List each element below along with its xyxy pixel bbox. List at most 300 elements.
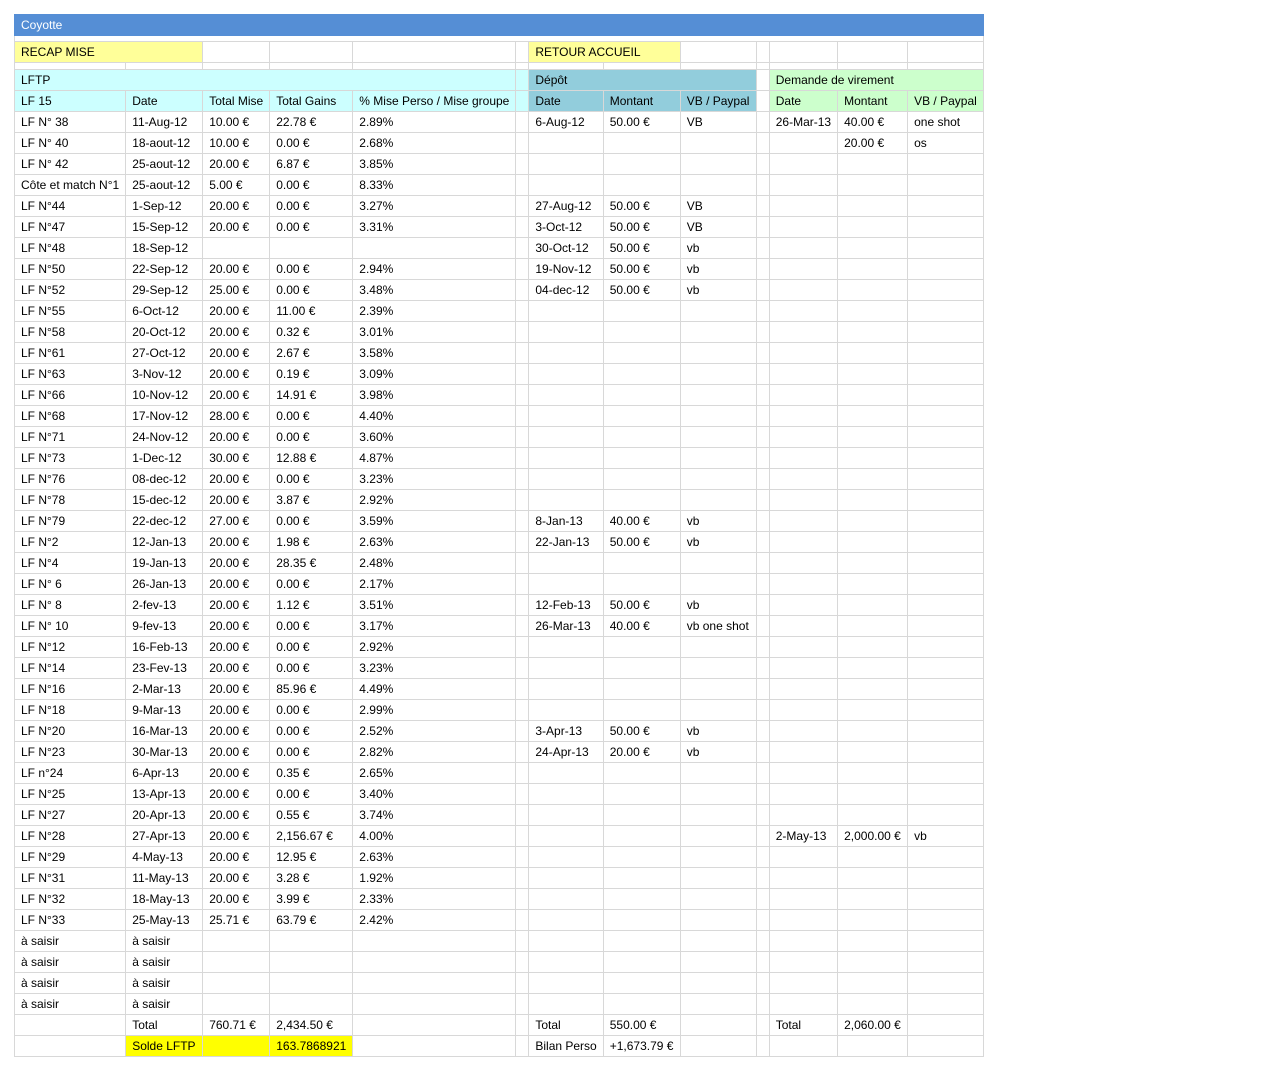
lftp-cell-percent: 3.27% [353, 196, 516, 217]
table-row [15, 448, 984, 469]
virement-cell-type [908, 238, 984, 259]
depot-cell-date [529, 427, 603, 448]
table-row [15, 238, 984, 259]
depot-cell-montant [603, 406, 680, 427]
depot-cell-montant: 40.00 € [603, 616, 680, 637]
depot-cell-type [680, 301, 756, 322]
virement-cell-type [908, 154, 984, 175]
lftp-cell-percent: 2.42% [353, 910, 516, 931]
lftp-cell-name: LF N°32 [15, 889, 126, 910]
lftp-cell-mise: 20.00 € [203, 868, 270, 889]
table-row [15, 196, 984, 217]
lftp-cell-gains: 3.28 € [270, 868, 353, 889]
lftp-cell-gains: 0.00 € [270, 469, 353, 490]
depot-cell-type: vb [680, 511, 756, 532]
lftp-cell-mise: 20.00 € [203, 322, 270, 343]
lftp-cell-date: 22-Sep-12 [126, 259, 203, 280]
depot-cell-type [680, 637, 756, 658]
virement-cell-type [908, 301, 984, 322]
table-row [15, 847, 984, 868]
depot-header-type: VB / Paypal [680, 91, 756, 112]
depot-cell-montant [603, 574, 680, 595]
lftp-cell-percent: 3.48% [353, 280, 516, 301]
lftp-cell-percent: 3.17% [353, 616, 516, 637]
depot-cell-montant: 40.00 € [603, 511, 680, 532]
lftp-cell-date: 18-Sep-12 [126, 238, 203, 259]
table-row [15, 574, 984, 595]
lftp-cell-date: 4-May-13 [126, 847, 203, 868]
virement-cell-montant [838, 196, 908, 217]
virement-cell-date [769, 952, 837, 973]
lftp-cell-gains: 6.87 € [270, 154, 353, 175]
depot-cell-type [680, 658, 756, 679]
depot-cell-date [529, 448, 603, 469]
virement-cell-date [769, 259, 837, 280]
depot-cell-date: 04-dec-12 [529, 280, 603, 301]
depot-cell-type: VB [680, 196, 756, 217]
virement-cell-montant [838, 448, 908, 469]
lftp-cell-gains: 22.78 € [270, 112, 353, 133]
lftp-cell-mise: 20.00 € [203, 259, 270, 280]
lftp-cell-name: LF n°24 [15, 763, 126, 784]
lftp-cell-percent [353, 238, 516, 259]
virement-cell-date [769, 196, 837, 217]
depot-cell-montant [603, 322, 680, 343]
lftp-cell-date: 27-Oct-12 [126, 343, 203, 364]
depot-cell-date [529, 784, 603, 805]
lftp-cell-mise: 20.00 € [203, 784, 270, 805]
virement-cell-date [769, 301, 837, 322]
virement-cell-type: one shot [908, 112, 984, 133]
depot-cell-date [529, 952, 603, 973]
lftp-total-mise: 760.71 € [203, 1015, 270, 1036]
depot-cell-date [529, 553, 603, 574]
depot-cell-type [680, 364, 756, 385]
lftp-cell-gains [270, 952, 353, 973]
lftp-cell-mise: 20.00 € [203, 532, 270, 553]
lftp-cell-date: à saisir [126, 994, 203, 1015]
depot-cell-montant: 50.00 € [603, 112, 680, 133]
virement-cell-date [769, 238, 837, 259]
virement-cell-montant [838, 721, 908, 742]
depot-cell-date [529, 406, 603, 427]
virement-cell-date [769, 637, 837, 658]
table-row [15, 826, 984, 847]
lftp-cell-gains: 0.00 € [270, 259, 353, 280]
lftp-cell-date: 08-dec-12 [126, 469, 203, 490]
virement-cell-date [769, 994, 837, 1015]
depot-cell-type [680, 406, 756, 427]
lftp-cell-gains: 0.00 € [270, 217, 353, 238]
lftp-cell-mise: 20.00 € [203, 595, 270, 616]
depot-header-date: Date [529, 91, 603, 112]
table-row [15, 301, 984, 322]
table-row [15, 532, 984, 553]
lftp-cell-name: LF N°55 [15, 301, 126, 322]
virement-cell-type [908, 217, 984, 238]
lftp-cell-percent: 4.00% [353, 826, 516, 847]
lftp-cell-date: à saisir [126, 973, 203, 994]
depot-cell-montant [603, 175, 680, 196]
lftp-cell-date: 11-Aug-12 [126, 112, 203, 133]
depot-cell-type [680, 679, 756, 700]
virement-cell-date [769, 406, 837, 427]
lftp-cell-name: LF N°50 [15, 259, 126, 280]
virement-header-type: VB / Paypal [908, 91, 984, 112]
lftp-cell-date: 9-fev-13 [126, 616, 203, 637]
lftp-cell-name: LF N°16 [15, 679, 126, 700]
virement-cell-type [908, 784, 984, 805]
virement-cell-montant [838, 574, 908, 595]
depot-cell-montant: 50.00 € [603, 532, 680, 553]
depot-cell-type [680, 763, 756, 784]
lftp-cell-gains: 0.00 € [270, 280, 353, 301]
lftp-cell-date: 18-aout-12 [126, 133, 203, 154]
lftp-cell-date: 25-May-13 [126, 910, 203, 931]
table-row [15, 175, 984, 196]
lftp-cell-date: 16-Feb-13 [126, 637, 203, 658]
virement-cell-montant [838, 742, 908, 763]
depot-cell-date: 19-Nov-12 [529, 259, 603, 280]
depot-cell-type [680, 931, 756, 952]
depot-cell-montant [603, 490, 680, 511]
depot-cell-date: 8-Jan-13 [529, 511, 603, 532]
virement-cell-type [908, 490, 984, 511]
depot-cell-date [529, 994, 603, 1015]
lftp-cell-gains: 0.55 € [270, 805, 353, 826]
lftp-cell-date: 6-Oct-12 [126, 301, 203, 322]
lftp-cell-date: 29-Sep-12 [126, 280, 203, 301]
lftp-cell-gains: 85.96 € [270, 679, 353, 700]
table-row [15, 259, 984, 280]
lftp-header-total-gains: Total Gains [270, 91, 353, 112]
lftp-cell-percent: 3.98% [353, 385, 516, 406]
table-row [15, 616, 984, 637]
lftp-cell-gains: 0.00 € [270, 658, 353, 679]
lftp-cell-mise: 20.00 € [203, 847, 270, 868]
depot-cell-date [529, 490, 603, 511]
table-row [15, 595, 984, 616]
virement-cell-date [769, 973, 837, 994]
lftp-cell-mise: 20.00 € [203, 721, 270, 742]
virement-cell-montant [838, 364, 908, 385]
virement-cell-montant [838, 931, 908, 952]
lftp-cell-gains: 12.88 € [270, 448, 353, 469]
lftp-cell-percent: 3.59% [353, 511, 516, 532]
virement-cell-montant [838, 595, 908, 616]
lftp-cell-name: LF N°31 [15, 868, 126, 889]
virement-cell-montant [838, 847, 908, 868]
lftp-cell-date: 23-Fev-13 [126, 658, 203, 679]
depot-cell-date: 6-Aug-12 [529, 112, 603, 133]
lftp-cell-gains: 0.00 € [270, 721, 353, 742]
table-row [15, 763, 984, 784]
virement-cell-date [769, 847, 837, 868]
lftp-cell-percent: 4.49% [353, 679, 516, 700]
depot-cell-date [529, 973, 603, 994]
lftp-cell-name: LF N°68 [15, 406, 126, 427]
virement-cell-date [769, 616, 837, 637]
depot-cell-type [680, 994, 756, 1015]
depot-cell-type [680, 490, 756, 511]
virement-cell-type [908, 616, 984, 637]
depot-cell-montant [603, 952, 680, 973]
virement-cell-date [769, 427, 837, 448]
lftp-cell-gains: 0.00 € [270, 511, 353, 532]
lftp-cell-gains: 1.12 € [270, 595, 353, 616]
lftp-cell-percent: 3.40% [353, 784, 516, 805]
lftp-cell-percent [353, 973, 516, 994]
lftp-cell-gains: 28.35 € [270, 553, 353, 574]
lftp-cell-percent: 2.89% [353, 112, 516, 133]
depot-cell-type [680, 427, 756, 448]
lftp-cell-mise: 20.00 € [203, 301, 270, 322]
virement-cell-date [769, 910, 837, 931]
virement-cell-type [908, 280, 984, 301]
depot-cell-montant [603, 364, 680, 385]
lftp-cell-percent: 3.74% [353, 805, 516, 826]
lftp-cell-date: 30-Mar-13 [126, 742, 203, 763]
lftp-cell-name: LF N°14 [15, 658, 126, 679]
table-row [15, 931, 984, 952]
depot-cell-date [529, 385, 603, 406]
lftp-cell-mise: 20.00 € [203, 700, 270, 721]
virement-cell-date [769, 889, 837, 910]
lftp-cell-gains: 14.91 € [270, 385, 353, 406]
depot-cell-montant: 50.00 € [603, 595, 680, 616]
virement-cell-date [769, 763, 837, 784]
table-row [15, 112, 984, 133]
lftp-header-percent: % Mise Perso / Mise groupe [353, 91, 516, 112]
depot-cell-montant [603, 343, 680, 364]
depot-cell-montant [603, 469, 680, 490]
lftp-cell-gains: 0.00 € [270, 700, 353, 721]
lftp-cell-percent: 3.60% [353, 427, 516, 448]
virement-cell-type [908, 910, 984, 931]
virement-cell-montant [838, 343, 908, 364]
table-row [15, 868, 984, 889]
virement-cell-montant: 20.00 € [838, 133, 908, 154]
lftp-cell-gains: 0.00 € [270, 196, 353, 217]
virement-cell-type [908, 406, 984, 427]
lftp-cell-mise [203, 931, 270, 952]
lftp-cell-percent: 2.65% [353, 763, 516, 784]
lftp-cell-date: 10-Nov-12 [126, 385, 203, 406]
lftp-cell-date: 1-Dec-12 [126, 448, 203, 469]
lftp-cell-mise: 20.00 € [203, 616, 270, 637]
virement-cell-montant [838, 973, 908, 994]
virement-cell-type [908, 973, 984, 994]
lftp-cell-date: 13-Apr-13 [126, 784, 203, 805]
depot-cell-date [529, 847, 603, 868]
lftp-cell-mise: 20.00 € [203, 574, 270, 595]
virement-cell-type [908, 679, 984, 700]
virement-cell-date [769, 805, 837, 826]
table-row [15, 217, 984, 238]
lftp-cell-name: à saisir [15, 952, 126, 973]
depot-cell-type: vb one shot [680, 616, 756, 637]
lftp-cell-gains [270, 238, 353, 259]
depot-cell-date: 22-Jan-13 [529, 532, 603, 553]
depot-cell-montant: 50.00 € [603, 721, 680, 742]
lftp-cell-name: LF N° 6 [15, 574, 126, 595]
depot-cell-type [680, 973, 756, 994]
virement-cell-montant [838, 154, 908, 175]
depot-cell-type [680, 826, 756, 847]
virement-cell-type [908, 469, 984, 490]
lftp-cell-date: 20-Oct-12 [126, 322, 203, 343]
depot-cell-montant: 50.00 € [603, 280, 680, 301]
virement-header-montant: Montant [838, 91, 908, 112]
virement-cell-montant [838, 385, 908, 406]
depot-cell-type [680, 154, 756, 175]
depot-cell-montant: 50.00 € [603, 238, 680, 259]
retour-accueil-link[interactable]: RETOUR ACCUEIL [529, 42, 680, 63]
lftp-cell-name: LF N°44 [15, 196, 126, 217]
lftp-cell-percent: 2.48% [353, 553, 516, 574]
depot-cell-date [529, 805, 603, 826]
lftp-cell-name: LF N°2 [15, 532, 126, 553]
solde-lftp-label: Solde LFTP [126, 1036, 203, 1057]
virement-cell-type [908, 868, 984, 889]
lftp-cell-gains [270, 931, 353, 952]
lftp-cell-name: LF N°61 [15, 343, 126, 364]
lftp-cell-mise: 20.00 € [203, 763, 270, 784]
lftp-cell-date: 26-Jan-13 [126, 574, 203, 595]
solde-lftp-value: 163.7868921 [270, 1036, 353, 1057]
virement-cell-type [908, 175, 984, 196]
lftp-cell-mise: 25.00 € [203, 280, 270, 301]
virement-cell-montant [838, 217, 908, 238]
virement-cell-montant [838, 553, 908, 574]
virement-cell-montant [838, 616, 908, 637]
lftp-cell-percent: 2.99% [353, 700, 516, 721]
depot-cell-date [529, 322, 603, 343]
virement-cell-montant [838, 805, 908, 826]
recap-mise-link[interactable]: RECAP MISE [15, 42, 203, 63]
lftp-cell-date: 17-Nov-12 [126, 406, 203, 427]
virement-cell-montant [838, 952, 908, 973]
lftp-total-label: Total [126, 1015, 203, 1036]
depot-header-montant: Montant [603, 91, 680, 112]
depot-cell-type: vb [680, 259, 756, 280]
table-row [15, 322, 984, 343]
lftp-cell-gains: 0.19 € [270, 364, 353, 385]
virement-cell-date [769, 343, 837, 364]
virement-cell-type [908, 637, 984, 658]
lftp-cell-name: à saisir [15, 973, 126, 994]
virement-cell-date [769, 574, 837, 595]
lftp-cell-percent: 2.82% [353, 742, 516, 763]
lftp-cell-date: à saisir [126, 931, 203, 952]
lftp-cell-mise: 20.00 € [203, 469, 270, 490]
lftp-cell-mise: 5.00 € [203, 175, 270, 196]
lftp-header-total-mise: Total Mise [203, 91, 270, 112]
depot-cell-montant [603, 301, 680, 322]
lftp-total-gains: 2,434.50 € [270, 1015, 353, 1036]
lftp-cell-gains: 3.99 € [270, 889, 353, 910]
depot-cell-date [529, 826, 603, 847]
depot-cell-type [680, 868, 756, 889]
table-row [15, 511, 984, 532]
lftp-cell-mise: 20.00 € [203, 385, 270, 406]
lftp-cell-percent: 1.92% [353, 868, 516, 889]
lftp-cell-name: Côte et match N°1 [15, 175, 126, 196]
table-row [15, 910, 984, 931]
depot-cell-type: VB [680, 112, 756, 133]
lftp-cell-mise: 20.00 € [203, 637, 270, 658]
lftp-cell-date: 6-Apr-13 [126, 763, 203, 784]
lftp-cell-mise: 20.00 € [203, 889, 270, 910]
lftp-cell-date: 3-Nov-12 [126, 364, 203, 385]
lftp-cell-percent: 2.17% [353, 574, 516, 595]
table-row [15, 721, 984, 742]
lftp-cell-percent [353, 931, 516, 952]
virement-cell-date [769, 868, 837, 889]
virement-cell-type [908, 343, 984, 364]
lftp-cell-name: LF N° 42 [15, 154, 126, 175]
depot-cell-date [529, 910, 603, 931]
depot-cell-montant [603, 154, 680, 175]
lftp-cell-mise [203, 238, 270, 259]
lftp-cell-mise: 20.00 € [203, 742, 270, 763]
depot-cell-date: 30-Oct-12 [529, 238, 603, 259]
virement-cell-date [769, 700, 837, 721]
virement-cell-date [769, 364, 837, 385]
lftp-cell-name: LF N°48 [15, 238, 126, 259]
depot-cell-date [529, 931, 603, 952]
table-row [15, 490, 984, 511]
lftp-cell-gains: 0.00 € [270, 742, 353, 763]
virement-cell-type [908, 322, 984, 343]
depot-cell-date [529, 175, 603, 196]
virement-cell-montant [838, 994, 908, 1015]
lftp-cell-name: LF N°25 [15, 784, 126, 805]
lftp-cell-date: 25-aout-12 [126, 175, 203, 196]
lftp-cell-name: LF N°79 [15, 511, 126, 532]
virement-section-title: Demande de virement [769, 70, 983, 91]
depot-cell-date [529, 763, 603, 784]
table-row [15, 889, 984, 910]
lftp-cell-percent: 2.33% [353, 889, 516, 910]
lftp-cell-date: 2-Mar-13 [126, 679, 203, 700]
table-row [15, 280, 984, 301]
virement-cell-type [908, 952, 984, 973]
depot-cell-date [529, 889, 603, 910]
virement-cell-type [908, 889, 984, 910]
lftp-cell-name: LF N°4 [15, 553, 126, 574]
lftp-cell-gains: 0.35 € [270, 763, 353, 784]
lftp-cell-mise: 30.00 € [203, 448, 270, 469]
depot-cell-type: vb [680, 595, 756, 616]
lftp-cell-name: LF N°33 [15, 910, 126, 931]
lftp-cell-percent: 3.01% [353, 322, 516, 343]
lftp-cell-gains [270, 973, 353, 994]
depot-cell-type [680, 553, 756, 574]
lftp-cell-percent: 2.39% [353, 301, 516, 322]
lftp-cell-name: LF N°12 [15, 637, 126, 658]
depot-cell-date [529, 343, 603, 364]
depot-cell-type: vb [680, 742, 756, 763]
lftp-cell-date: 24-Nov-12 [126, 427, 203, 448]
lftp-cell-name: LF N°47 [15, 217, 126, 238]
lftp-cell-mise: 28.00 € [203, 406, 270, 427]
lftp-cell-date: 18-May-13 [126, 889, 203, 910]
table-row [15, 658, 984, 679]
table-row [15, 784, 984, 805]
lftp-cell-name: à saisir [15, 931, 126, 952]
depot-cell-montant [603, 868, 680, 889]
